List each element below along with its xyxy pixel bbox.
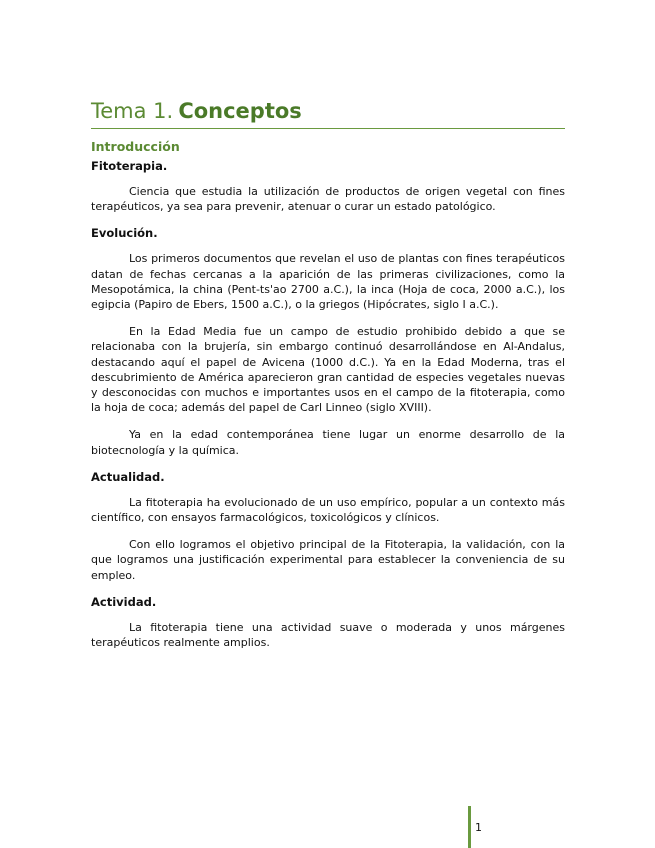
subheading-actividad: Actividad. [91, 594, 157, 609]
paragraph-evolucion-2: En la Edad Media fue un campo de estudio prohibido debido a que se relacionaba con la brujería, sin embargo continuó desarrollándose en Al-Andalus, destacando aquí el papel de Avicena (1000 d.C.). Ya en la Edad Moderna, tras el descubrimiento de América aparecieron gran cantidad de especies vegetales nuevas y desconocidas con muchos e importantes usos en el campo de la fitoterapia, como la hoja de coca; además del papel de Carl Linneo (siglo XVIII). [91, 325, 565, 415]
footer-accent-bar [468, 806, 471, 848]
title-prefix: Tema 1. [91, 99, 174, 123]
page-number: 1 [475, 821, 482, 834]
document-page [91, 98, 565, 662]
section-heading: Introducción [91, 139, 180, 154]
page-title [91, 98, 565, 129]
subheading-evolucion: Evolución. [91, 226, 158, 241]
subheading-fitoterapia: Fitoterapia. [91, 159, 168, 173]
paragraph-actualidad-1: La fitoterapia ha evolucionado de un uso empírico, popular a un contexto más científico, con ensayos farmacológicos, toxicológicos y clínicos. [91, 495, 565, 525]
paragraph-actividad-1: La fitoterapia tiene una actividad suave o moderada y unos márgenes terapéuticos realmente amplios. [91, 620, 565, 650]
paragraph-evolucion-1: Los primeros documentos que revelan el uso de plantas con fines terapéuticos datan de fechas cercanas a la aparición de las primeras civilizaciones, como la Mesopotámica, la china (Pent-ts'ao 2700 a.C.), la inca (Hoja de coca, 2000 a.C.), los egipcia (Papiro de Ebers, 1500 a.C.), o la griegos (Hipócrates, siglo I a.C.). [91, 252, 565, 312]
paragraph-fitoterapia-1: Ciencia que estudia la utilización de productos de origen vegetal con fines terapéuticos, ya sea para prevenir, atenuar o curar un estado patológico. [91, 185, 565, 214]
subheading-actualidad: Actualidad. [91, 469, 165, 484]
title-main: Conceptos [178, 99, 302, 123]
paragraph-evolucion-3: Ya en la edad contemporánea tiene lugar un enorme desarrollo de la biotecnología y la química. [91, 428, 565, 457]
paragraph-actualidad-2: Con ello logramos el objetivo principal de la Fitoterapia, la validación, con la que logramos una justificación experimental para establecer la conveniencia de su empleo. [91, 538, 565, 582]
